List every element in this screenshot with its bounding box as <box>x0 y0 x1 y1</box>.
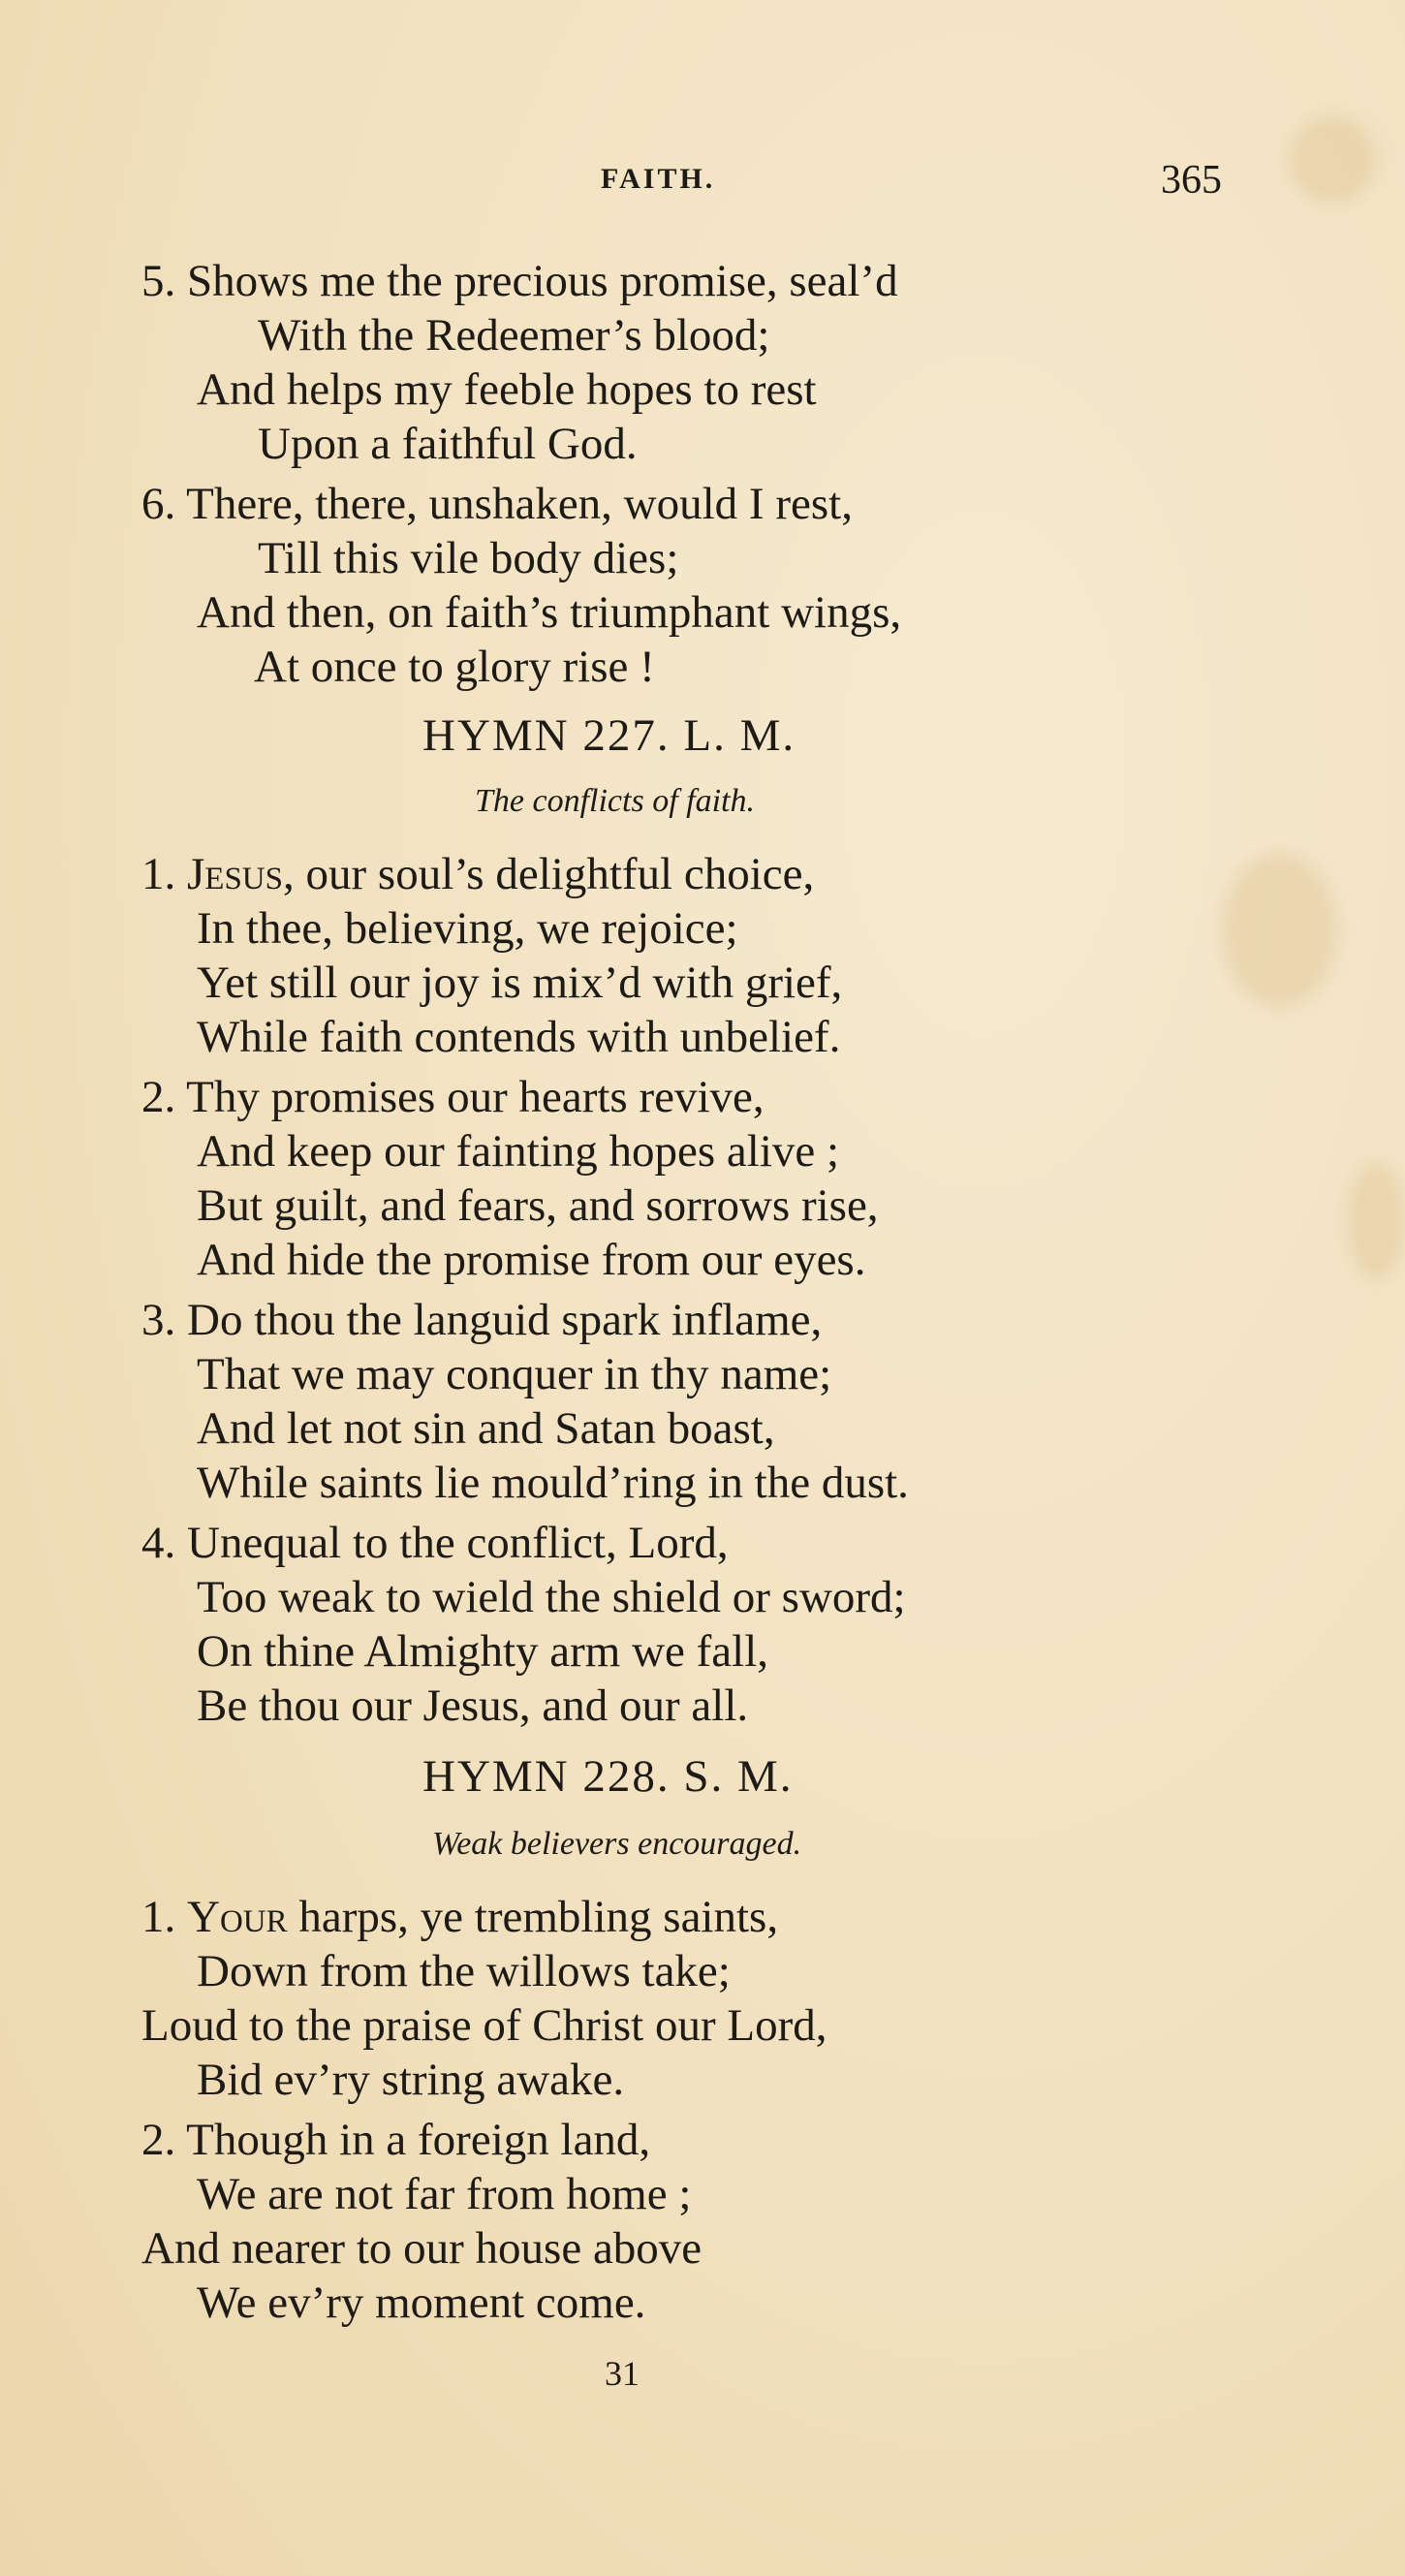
verse-number: 1. <box>141 1892 176 1942</box>
verse-line: Bid ev’ry string awake. <box>197 2055 625 2105</box>
verse-line: Loud to the praise of Christ our Lord, <box>141 2000 827 2051</box>
verse-line: Upon a faithful God. <box>258 419 638 469</box>
verse-line: And let not sin and Satan boast, <box>197 1403 775 1454</box>
page-number: 365 <box>1161 158 1222 203</box>
hymn-title: HYMN 228. S. M. <box>422 1751 794 1802</box>
verse-text: There, there, unshaken, would I rest, <box>186 479 853 529</box>
verse-line <box>141 1890 778 1944</box>
foxing-stain <box>1347 1163 1405 1279</box>
running-head: FAITH. <box>601 163 716 195</box>
verse-number: 6. <box>141 479 176 529</box>
verse-text: Though in a foreign land, <box>186 2115 651 2165</box>
hymn-subtitle: The conflicts of faith. <box>475 783 755 819</box>
verse-number: 4. <box>141 1518 176 1568</box>
verse-line <box>141 254 898 308</box>
verse-line: Down from the willows take; <box>197 1946 731 1996</box>
foxing-stain <box>1221 853 1337 1008</box>
verse-line <box>141 1516 729 1570</box>
verse-line: While saints lie mould’ring in the dust. <box>197 1458 909 1508</box>
verse-line <box>141 1070 765 1124</box>
verse-line: With the Redeemer’s blood; <box>258 310 770 361</box>
hymn-title: HYMN 227. L. M. <box>422 710 796 761</box>
verse-line <box>141 1293 822 1347</box>
verse-line: At once to glory rise ! <box>254 642 655 692</box>
verse-line: While faith contends with unbelief. <box>197 1012 841 1062</box>
verse-text: Do thou the languid spark inflame, <box>187 1295 823 1345</box>
verse-first-word: Your <box>187 1892 288 1942</box>
verse-line: And helps my feeble hopes to rest <box>197 364 817 415</box>
verse-line: And then, on faith’s triumphant wings, <box>197 587 902 638</box>
verse-line: On thine Almighty arm we fall, <box>197 1626 769 1677</box>
verse-line <box>141 2113 650 2167</box>
verse-number: 2. <box>141 2115 176 2165</box>
verse-text: Thy promises our hearts revive, <box>186 1072 765 1122</box>
verse-line: Yet still our joy is mix’d with grief, <box>197 958 843 1008</box>
verse-number: 3. <box>141 1295 176 1345</box>
verse-line: And hide the promise from our eyes. <box>197 1235 866 1285</box>
verse-text: Shows me the precious promise, seal’d <box>187 256 898 306</box>
verse-line: We are not far from home ; <box>197 2169 692 2219</box>
verse-number: 2. <box>141 1072 176 1122</box>
verse-line: Too weak to wield the shield or sword; <box>197 1572 906 1622</box>
verse-number: 5. <box>141 256 176 306</box>
verse-line: And nearer to our house above <box>141 2223 702 2274</box>
verse-line: But guilt, and fears, and sorrows rise, <box>197 1180 879 1231</box>
verse-line: Till this vile body dies; <box>258 533 679 583</box>
hymn-subtitle: Weak believers encouraged. <box>432 1826 802 1862</box>
verse-text: , our soul’s delightful choice, <box>283 849 815 899</box>
verse-text: harps, ye trembling saints, <box>287 1892 779 1942</box>
verse-line: In thee, believing, we rejoice; <box>197 903 738 954</box>
verse-line: We ev’ry moment come. <box>197 2278 646 2328</box>
signature-mark: 31 <box>605 2354 640 2393</box>
verse-line <box>141 477 853 531</box>
verse-line <box>141 847 814 901</box>
verse-first-word: Jesus <box>187 849 283 899</box>
verse-line: Be thou our Jesus, and our all. <box>197 1681 749 1731</box>
verse-line: That we may conquer in thy name; <box>197 1349 832 1399</box>
verse-text: Unequal to the conflict, Lord, <box>187 1518 729 1568</box>
verse-line: And keep our fainting hopes alive ; <box>197 1126 840 1177</box>
verse-number: 1. <box>141 849 176 899</box>
foxing-stain <box>1289 116 1376 204</box>
